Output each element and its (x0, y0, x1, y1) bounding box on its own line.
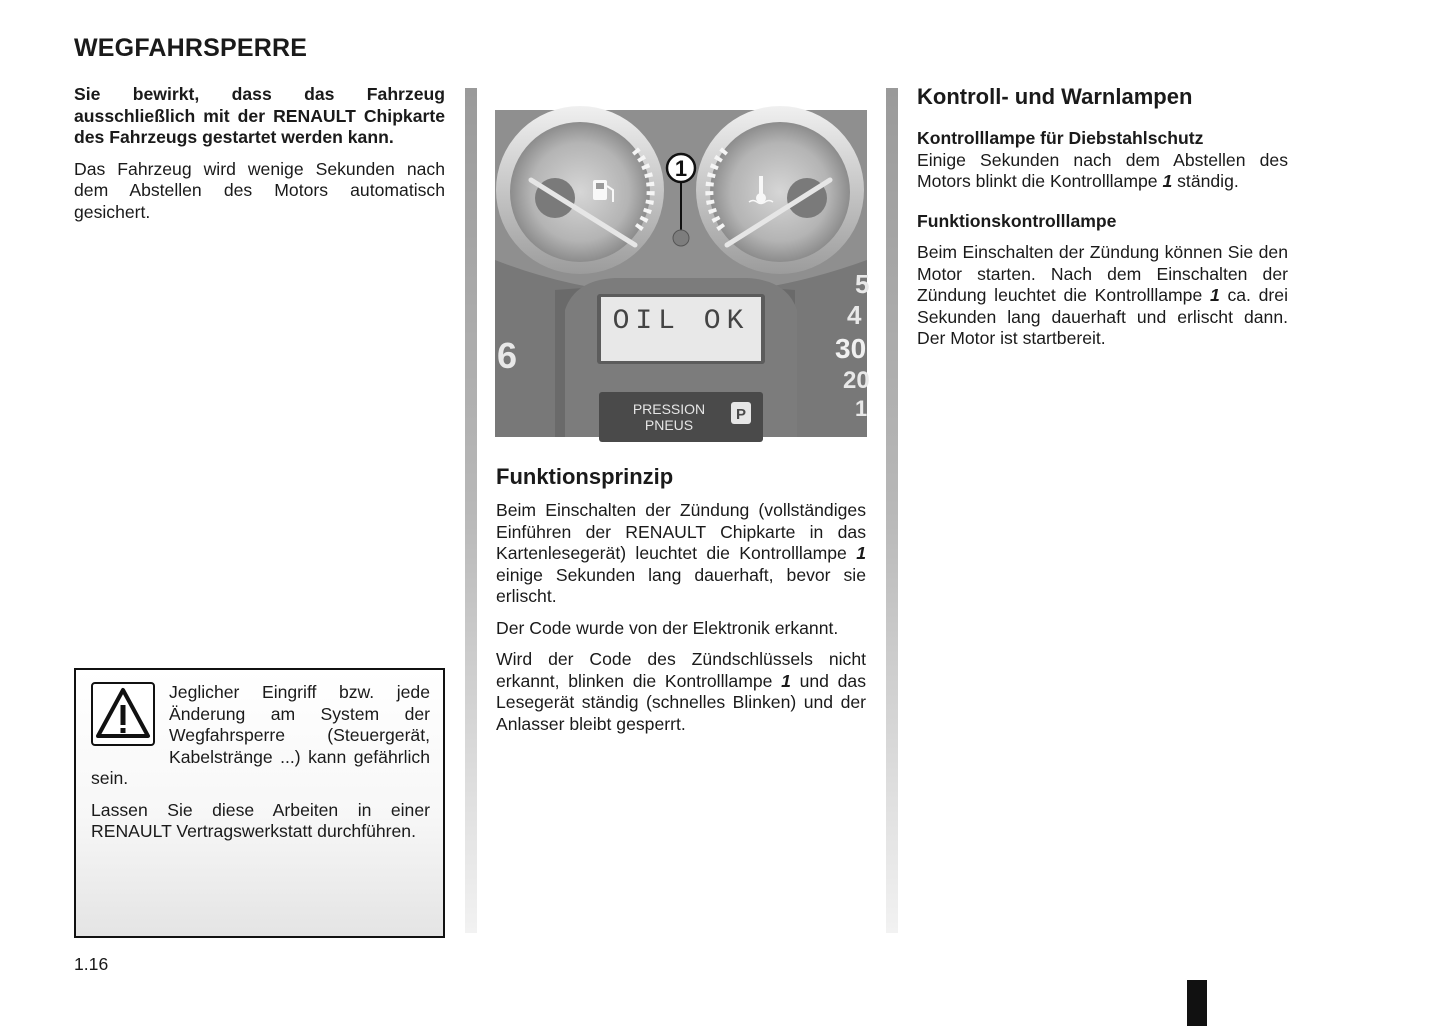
antitheft-lamp-text: Einige Sekunden nach dem Abstellen des Motors blinkt die Kontrolllampe 1 ständig. (917, 149, 1288, 191)
lamps-column (917, 82, 1288, 360)
function-lamp-section (917, 211, 1288, 350)
lamp-reference: 1 (1209, 285, 1220, 305)
page-number: 1.16 (74, 954, 109, 974)
lamp-reference: 1 (856, 543, 866, 563)
lamps-heading: Kontroll- und Warnlampen (917, 84, 1193, 109)
antitheft-lamp-section (917, 128, 1288, 193)
warning-paragraph-2: Lassen Sie diese Arbeiten in einer RENAULT Vertragswerkstatt durchführen. (91, 799, 430, 841)
page-title: WEGFAHRSPERRE (74, 34, 308, 62)
warning-triangle-icon (91, 682, 155, 746)
callout-number: 1 (674, 156, 688, 181)
right-edge-digit-2: 4 (847, 300, 862, 330)
intro-bold-text: Sie bewirkt, dass das Fahrzeug ausschließlich mit der RENAULT Chipkarte des Fahrzeugs gestartet werden kann. (74, 84, 445, 147)
warning-box (74, 668, 445, 938)
column-divider-left (465, 88, 477, 933)
lower-display-badge: P (735, 406, 747, 423)
principle-paragraph-3: Wird der Code des Zündschlüssels nicht erkannt, blinken die Kontrolllampe 1 und das Lesegerät ständig (schnelles Blinken) und der Anlasser bleibt gesperrt. (496, 649, 866, 734)
lamp-reference: 1 (1162, 171, 1173, 191)
instrument-cluster-photo (495, 110, 870, 437)
left-edge-digit: 6 (497, 335, 518, 376)
intro-column (74, 84, 445, 233)
thumb-index-marker (1187, 980, 1207, 1026)
lamp-reference: 1 (781, 670, 791, 691)
antitheft-lamp-title: Kontrolllampe für Diebstahlschutz (917, 128, 1204, 148)
principle-paragraph-1: Beim Einschalten der Zündung (vollständiges Einführen der RENAULT Chipkarte in das Kartenlesegerät) leuchtet die Kontrolllampe 1 einige Sekunden lang dauerhaft, bevor sie erlischt. (496, 500, 866, 606)
principle-paragraph-2: Der Code wurde von der Elektronik erkannt. (496, 617, 839, 638)
function-lamp-text: Beim Einschalten der Zündung können Sie den Motor starten. Nach dem Einschalten der Zündung leuchtet die Kontrolllampe 1 ca. drei Sekunden lang dauerhaft und erlischt dann. Der Motor ist startbereit. (917, 242, 1288, 348)
intro-text: Das Fahrzeug wird wenige Sekunden nach dem Abstellen des Motors automatisch gesichert. (74, 158, 445, 222)
right-edge-digit-3: 30 (835, 333, 867, 364)
right-edge-digit-1: 5 (855, 269, 870, 299)
lower-display-line2: PNEUS (644, 417, 694, 433)
lower-display-line1: PRESSION (632, 401, 706, 417)
lcd-display-text: OIL OK (612, 306, 750, 337)
warning-paragraph-1: Jeglicher Eingriff bzw. jede Änderung am System der Wegfahrsperre (Steuergerät, Kabelstränge ...) kann gefährlich sein. (91, 682, 430, 788)
principle-column (496, 462, 866, 745)
principle-heading: Funktionsprinzip (496, 464, 674, 489)
column-divider-right (886, 88, 898, 933)
right-edge-digit-4: 20 (843, 367, 870, 394)
right-edge-digit-5: 1 (855, 396, 868, 421)
function-lamp-title: Funktionskontrolllampe (917, 210, 1117, 231)
